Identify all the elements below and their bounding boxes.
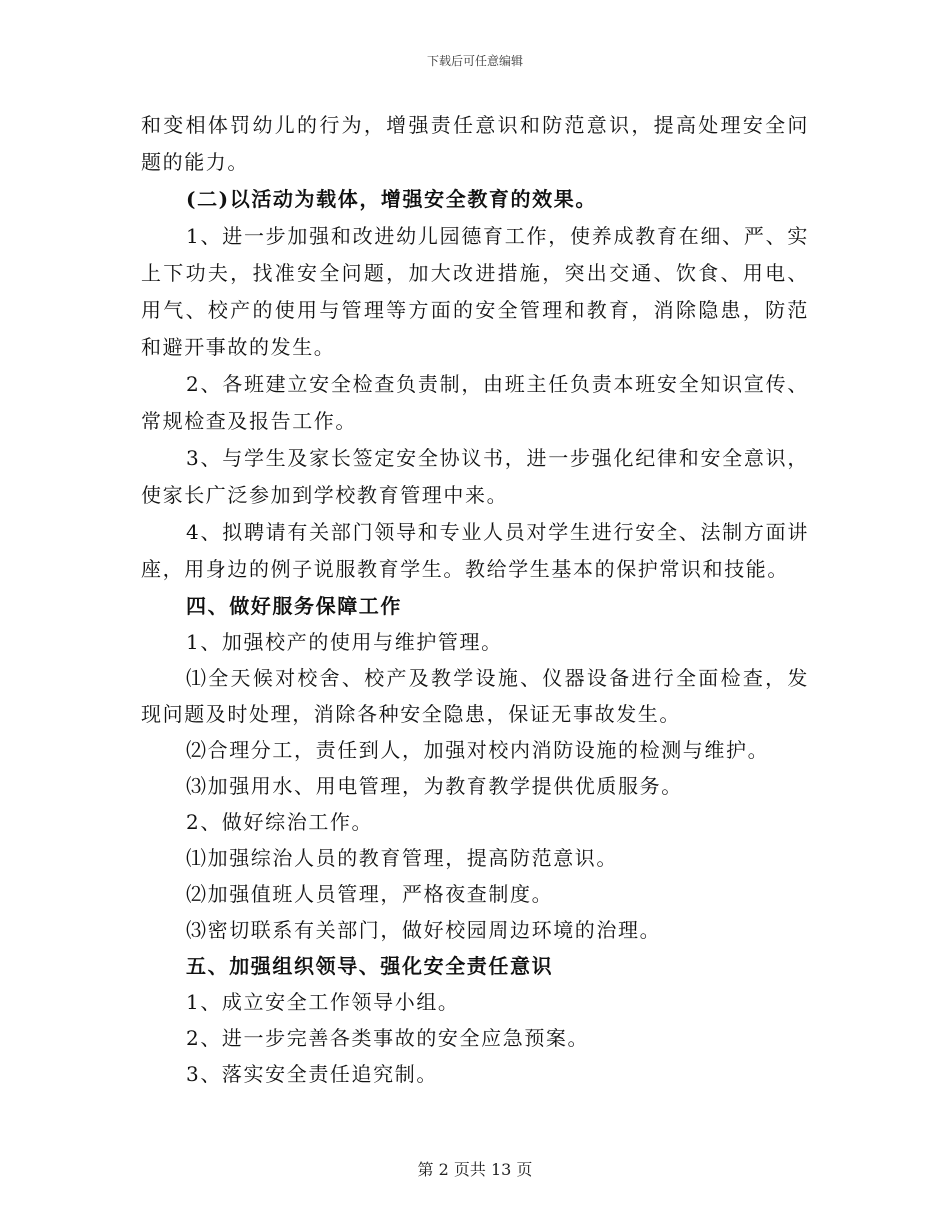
sub-item-2: ⑵合理分工，责任到人，加强对校内消防设施的检测与维护。 [186,738,770,762]
list-item-1: 1、加强校产的使用与维护管理。 [186,630,503,654]
sub-item-1: ⑴全天候对校舍、校产及教学设施、仪器设备进行全面检查，发现问题及时处理，消除各种安全隐患，保证无事故发生。 [141,666,809,726]
page-header: 下载后可任意编辑 [426,54,523,68]
sub-item-3: ⑶密切联系有关部门，做好校园周边环境的治理。 [186,918,662,942]
list-item-2: 2、进一步完善各类事故的安全应急预案。 [186,1026,590,1050]
sub-item-1: ⑴加强综治人员的教育管理，提高防范意识。 [186,846,618,870]
sub-item-3: ⑶加强用水、用电管理，为教育教学提供优质服务。 [186,774,683,798]
list-item-3: 3、与学生及家长签定安全协议书，进一步强化纪律和安全意识，使家长广泛参加到学校教育管理中来。 [141,446,809,507]
sub-item-2: ⑵加强值班人员管理，严格夜查制度。 [186,882,554,906]
section-heading-service: 四、做好服务保障工作 [186,594,402,618]
list-item-1: 1、成立安全工作领导小组。 [186,990,460,1014]
page-footer: 第 2 页共 13 页 [417,1160,533,1179]
list-item-3: 3、落实安全责任追究制。 [186,1062,438,1086]
list-item-2: 2、做好综治工作。 [186,810,374,834]
list-item-1: 1、进一步加强和改进幼儿园德育工作，使养成教育在细、严、实上下功夫，找准安全问题，加大改进措施，突出交通、饮食、用电、用气、校产的使用与管理等方面的安全管理和教育，消除隐患，防范和避开事故的发生。 [141,224,809,359]
document-body [141,107,809,1092]
list-item-2: 2、各班建立安全检查负责制，由班主任负责本班安全知识宣传、常规检查及报告工作。 [141,372,809,433]
paragraph-intro-continuation: 和变相体罚幼儿的行为，增强责任意识和防范意识，提高处理安全问题的能力。 [141,113,809,174]
section-heading-organization: 五、加强组织领导、强化安全责任意识 [186,954,554,978]
section-heading-activities: (二)以活动为载体，增强安全教育的效果。 [186,187,597,211]
list-item-4: 4、拟聘请有关部门领导和专业人员对学生进行安全、法制方面讲座，用身边的例子说服教育学生。教给学生基本的保护常识和技能。 [141,520,809,581]
